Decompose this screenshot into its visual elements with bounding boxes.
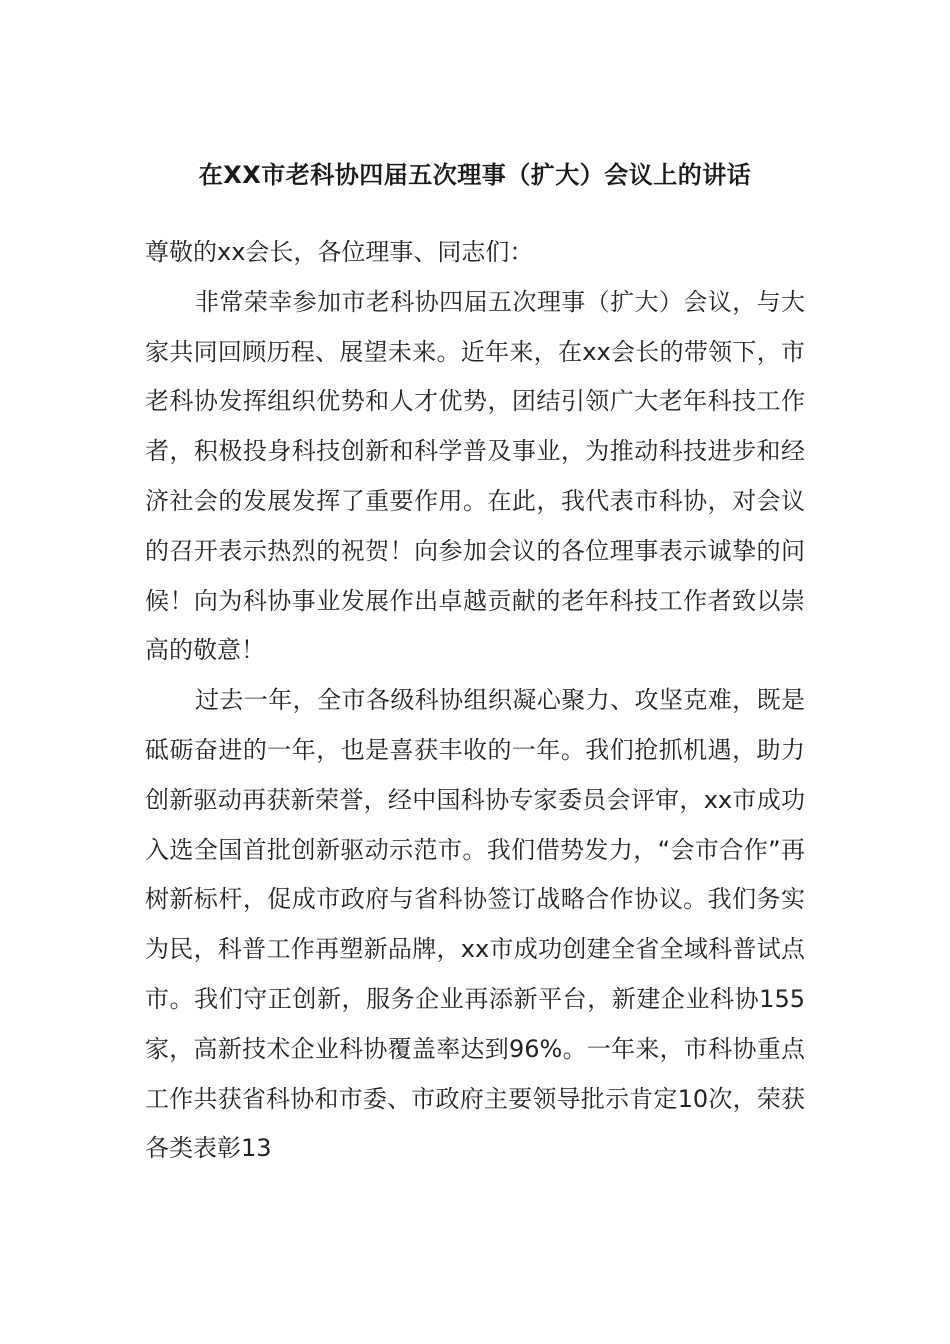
greeting: 尊敬的xx会长，各位理事、同志们： — [145, 238, 534, 266]
paragraph: 非常荣幸参加市老科协四届五次理事（扩大）会议，与大家共同回顾历程、展望未来。近年来，在xx会长的带领下，市老科协发挥组织优势和人才优势，团结引领广大老年科技工作者，积极投身科技创新和科学普及事业，为推动科技进步和经济社会的发展发挥了重要作用。在此，我代表市科协，对会议的召开表示热烈的祝贺！向参加会议的各位理事表示诚挚的问候！向为科协事业发展作出卓越贡献的老年科技工作者致以崇高的敬意！ — [145, 287, 805, 665]
paragraph: 过去一年，全市各级科协组织凝心聚力、攻坚克难，既是砥砺奋进的一年，也是喜获丰收的一年。我们抢抓机遇，助力创新驱动再获新荣誉，经中国科协专家委员会评审，xx市成功入选全国首批创新驱动示范市。我们借势发力，“会市合作”再树新标杆，促成市政府与省科协签订战略合作协议。我们务实为民，科普工作再塑新品牌，xx市成功创建全省全域科普试点市。我们守正创新，服务企业再添新平台，新建企业科协155家，高新技术企业科协覆盖率达到96%。一年来，市科协重点工作共获省科协和市委、市政府主要领导批示肯定10次，荣获各类表彰13 — [145, 686, 805, 1163]
document-title: 在XX市老科协四届五次理事（扩大）会议上的讲话 — [198, 161, 752, 189]
document-body — [145, 228, 805, 1174]
